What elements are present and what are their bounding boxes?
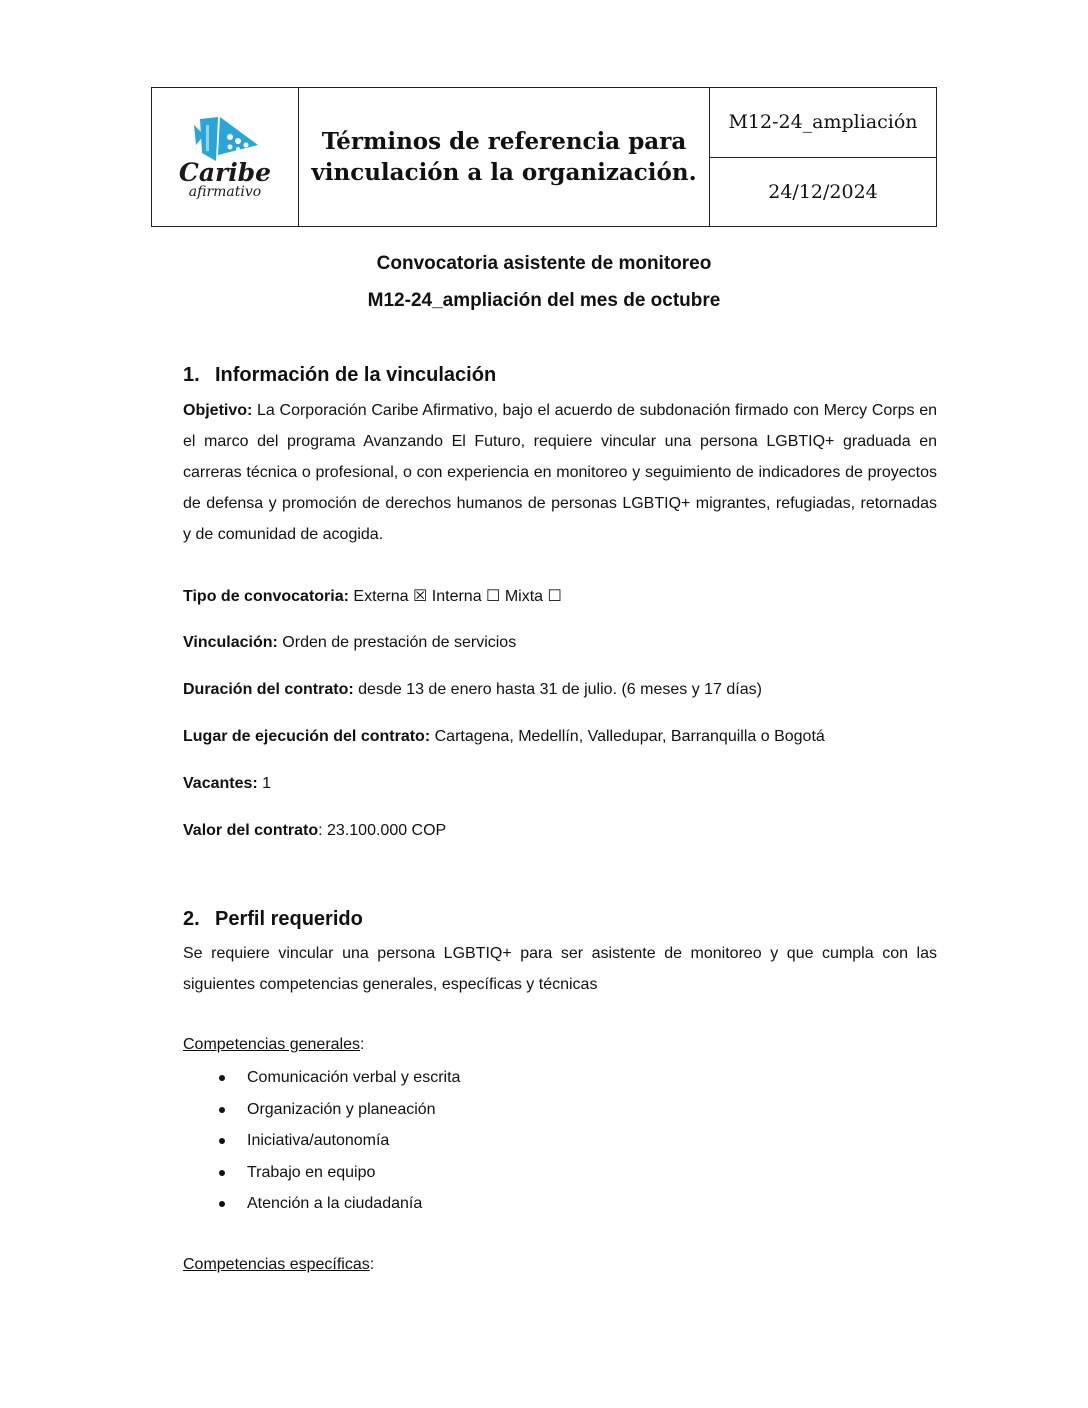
call-type-line — [183, 586, 562, 606]
engagement-value: Orden de prestación de servicios — [282, 634, 517, 651]
section-1-title: Información de la vinculación — [215, 364, 497, 386]
list-item: Iniciativa/autonomía — [183, 1125, 460, 1157]
header-title-cell — [299, 88, 710, 227]
location-label: Lugar de ejecución del contrato: — [183, 728, 431, 745]
call-type-label: Tipo de convocatoria: — [183, 588, 349, 605]
general-competencies-colon: : — [360, 1036, 365, 1053]
profile-intro-paragraph: Se requiere vincular una persona LGBTIQ+ para ser asistente de monitoreo y que cumpla con las siguientes competencias generales, específicas y técnicas — [183, 945, 937, 993]
logo-triangles-icon — [190, 115, 260, 163]
section-1-number: 1. — [183, 364, 200, 386]
objective-paragraph — [183, 395, 937, 550]
header-title-line-2: vinculación a la organización. — [311, 159, 697, 186]
call-subtitle: M12-24_ampliación del mes de octubre — [367, 290, 721, 311]
section-2-title: Perfil requerido — [215, 908, 363, 930]
header-title-line-1: Términos de referencia para — [321, 128, 687, 155]
specific-competencies-colon: : — [369, 1256, 375, 1273]
section-2-heading — [183, 908, 363, 931]
vacancies-value: 1 — [262, 775, 272, 792]
call-title: Convocatoria asistente de monitoreo — [376, 253, 712, 274]
duration-label: Duración del contrato: — [183, 681, 354, 698]
document-date: 24/12/2024 — [710, 157, 937, 227]
general-competencies-list — [183, 1062, 460, 1220]
specific-competencies-label: Competencias específicas — [183, 1256, 370, 1273]
contract-value-amount: : 23.100.000 COP — [318, 822, 447, 839]
logo-subword: afirmativo — [188, 184, 262, 200]
location-line — [183, 728, 825, 746]
objective-label: Objetivo: — [183, 402, 253, 419]
list-item: Atención a la ciudadanía — [183, 1188, 460, 1220]
engagement-label: Vinculación: — [183, 634, 278, 651]
general-competencies-heading — [183, 1036, 364, 1054]
objective-text: La Corporación Caribe Afirmativo, bajo el acuerdo de subdonación firmado con Mercy Corps en el marco del programa Avanzando El Futuro, requiere vincular una persona LGBTIQ+ graduada en carreras técnica o profesional, o con experiencia en monitoreo y seguimiento de indicadores de proyectos de defensa y promoción de derechos humanos de personas LGBTIQ+ migrantes, refugiadas, retornadas y de comunidad de acogida. — [183, 402, 937, 543]
vacancies-label: Vacantes: — [183, 775, 258, 792]
location-value: Cartagena, Medellín, Valledupar, Barranquilla o Bogotá — [434, 728, 825, 745]
logo-cell — [152, 88, 299, 227]
document-header-table — [151, 87, 937, 227]
engagement-line — [183, 634, 516, 652]
contract-value-line — [183, 822, 446, 840]
caribe-afirmativo-logo — [152, 115, 298, 199]
contract-value-label: Valor del contrato — [183, 822, 319, 839]
list-item: Organización y planeación — [183, 1094, 460, 1126]
general-competencies-label: Competencias generales — [183, 1036, 360, 1053]
list-item: Trabajo en equipo — [183, 1157, 460, 1189]
list-item: Comunicación verbal y escrita — [183, 1062, 460, 1094]
duration-line — [183, 681, 762, 699]
specific-competencies-heading — [183, 1256, 374, 1274]
vacancies-line — [183, 775, 271, 793]
section-1-heading — [183, 364, 496, 387]
duration-value: desde 13 de enero hasta 31 de julio. (6 meses y 17 días) — [358, 681, 762, 698]
document-code: M12-24_ampliación — [710, 88, 937, 158]
section-2-number: 2. — [183, 908, 200, 930]
call-type-value: Externa ☒ Interna ☐ Mixta ☐ — [353, 588, 562, 605]
logo-word: Caribe — [178, 158, 272, 187]
